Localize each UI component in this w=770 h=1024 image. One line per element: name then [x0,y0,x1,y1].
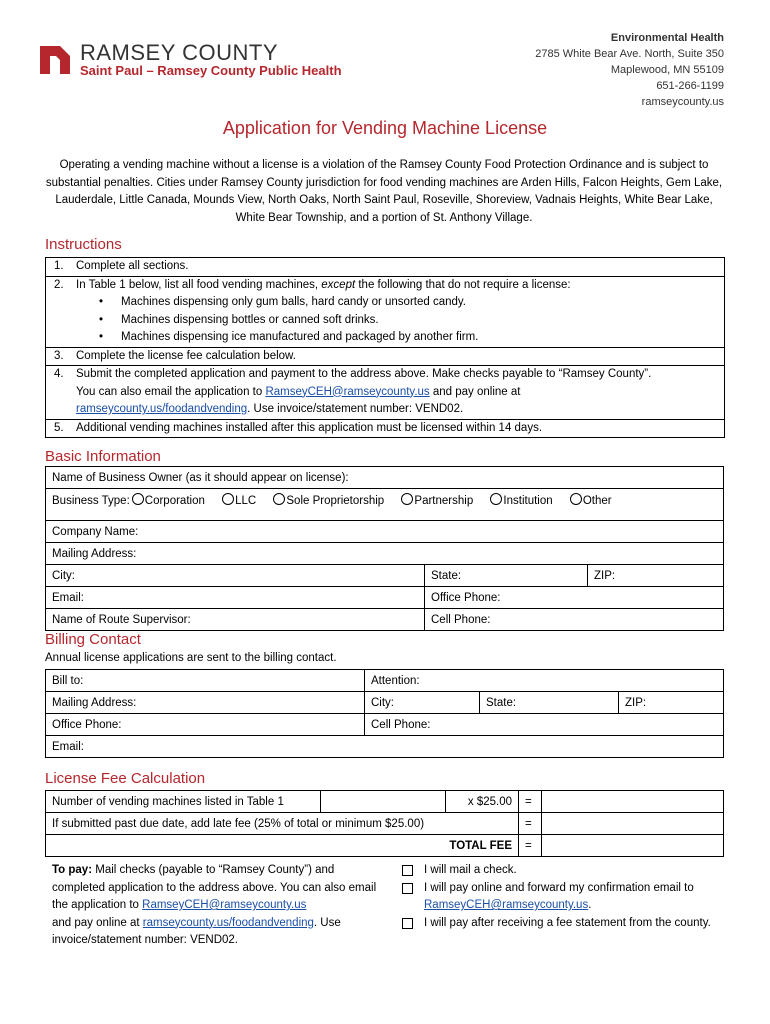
ramsey-county-logo [38,40,378,84]
company-name-field[interactable]: Company Name: [46,521,724,543]
option-fee-statement [402,915,732,933]
state-field[interactable]: State: [425,565,588,587]
instruction-3 [46,348,724,367]
machine-count-input[interactable] [321,791,446,813]
instruction-text: Complete all sections. [76,260,189,272]
corporation-label: Corporation [144,494,205,507]
sole-proprietorship-radio[interactable] [273,493,285,505]
late-fee-input[interactable] [542,813,724,835]
billing-table [45,669,724,758]
billing-heading: Billing Contact [45,631,141,648]
option-label: . [588,899,592,911]
instruction-2 [46,277,724,348]
instruction-5 [46,420,724,438]
billing-email-field[interactable]: Email: [46,736,724,758]
instruction-text: Additional vending machines installed after this application must be licensed within 14 days. [76,421,543,434]
mail-check-checkbox[interactable] [402,865,413,876]
department-name: Environmental Health [610,32,724,44]
instruction-emphasis: except [321,278,356,291]
option-label: I will mail a check. [424,864,517,876]
email-field[interactable]: Email: [46,587,425,609]
bullet: • [99,313,104,326]
basic-info-table [45,466,724,631]
fee-heading: License Fee Calculation [45,770,206,787]
payment-text: Mail checks (payable to “Ramsey County”) and completed application to the address above. You can also email the application to [52,864,377,911]
late-fee-label: If submitted past due date, add late fee (25% of total or minimum $25.00) [46,813,519,835]
spacer [46,510,724,521]
phone-number: 651-266-1199 [656,80,724,92]
instruction-number: 2. [54,278,64,291]
billing-city-field[interactable]: City: [365,692,480,714]
exemption-1 [54,294,724,312]
instruction-text: and pay online at [429,385,521,398]
instruction-text: Submit the completed application and payment to the address above. Make checks payable to “Ramsey County”. [76,368,652,380]
instruction-number: 3. [54,349,64,362]
corporation-radio[interactable] [132,493,144,505]
page-title: Application for Vending Machine License [222,118,548,138]
billing-office-phone-field[interactable]: Office Phone: [46,714,365,736]
agency-address [535,30,724,110]
payment-instructions [52,862,387,950]
instruction-4 [46,366,724,420]
street-address: 2785 White Bear Ave. North, Suite 350 [535,48,724,60]
attention-field[interactable]: Attention: [365,670,724,692]
payment-email-link[interactable]: RamseyCEH@ramseycounty.us [142,899,307,911]
option-pay-online [402,880,732,915]
equals-sign: = [519,835,542,857]
option-label: I will pay online and forward my confirmation email to [424,881,694,894]
billing-mailing-address-field[interactable]: Mailing Address: [46,692,365,714]
machine-count-label: Number of vending machines listed in Table 1 [46,791,321,813]
city-state-zip: Maplewood, MN 55109 [610,64,724,76]
instruction-text: the following that do not require a license: [355,278,571,291]
email-link[interactable]: RamseyCEH@ramseycounty.us [265,385,430,398]
business-type-label: Business Type: [52,494,130,507]
mailing-address-field[interactable]: Mailing Address: [46,543,724,565]
instructions-box [45,257,725,438]
cell-phone-field[interactable]: Cell Phone: [425,609,724,631]
other-radio[interactable] [570,493,582,505]
ramsey-county-logo-mark-icon [38,44,72,76]
website: ramseycounty.us [641,96,724,108]
city-field[interactable]: City: [46,565,425,587]
exemption-text: Machines dispensing only gum balls, hard candy or unsorted candy. [121,296,466,308]
other-label: Other [582,494,612,507]
partnership-label: Partnership [414,494,474,507]
billing-zip-field[interactable]: ZIP: [619,692,724,714]
institution-label: Institution [503,494,553,507]
exemption-text: Machines dispensing bottles or canned soft drinks. [121,313,379,326]
subtotal-input[interactable] [542,791,724,813]
instructions-heading: Instructions [45,236,122,253]
pay-online-checkbox[interactable] [402,883,413,894]
logo-subtitle: Saint Paul – Ramsey County Public Health [80,63,342,78]
fee-rate: x $25.00 [446,791,519,813]
billing-note: Annual license applications are sent to the billing contact. [45,652,337,664]
equals-sign: = [519,791,542,813]
instruction-number: 5. [54,421,64,434]
instruction-1 [46,258,724,277]
partnership-radio[interactable] [401,493,413,505]
to-pay-label: To pay: [52,864,93,876]
logo-title: RAMSEY COUNTY [80,40,279,65]
institution-radio[interactable] [490,493,502,505]
basic-info-heading: Basic Information [45,448,161,465]
fee-table [45,790,724,857]
payment-website-link[interactable]: ramseycounty.us/foodandvending [142,916,314,929]
llc-label: LLC [235,494,257,507]
instruction-text: Complete the license fee calculation below. [76,349,296,362]
office-phone-field[interactable]: Office Phone: [425,587,724,609]
exemption-3 [54,329,724,347]
vending-website-link[interactable]: ramseycounty.us/foodandvending [76,403,248,415]
llc-radio[interactable] [222,493,234,505]
billing-state-field[interactable]: State: [480,692,619,714]
bill-to-field[interactable]: Bill to: [46,670,365,692]
total-fee-input[interactable] [542,835,724,857]
confirmation-email-link[interactable]: RamseyCEH@ramseycounty.us [424,899,589,911]
intro-paragraph: Operating a vending machine without a license is a violation of the Ramsey County Food Protection Ordinance and is subject to substantial penalties. Cities under Ramsey County jurisdiction for food vending machines are Arden Hills, Falcon Heights, Gem Lake, Lauderdale, Little Canada, Mounds View, North Oaks, North Saint Paul, Roseville, Shoreview, Vadnais Heights, White Bear Lake, White Bear Township, and a portion of St. Anthony Village. [45,159,723,224]
payment-options [402,862,732,932]
billing-cell-phone-field[interactable]: Cell Phone: [365,714,724,736]
instruction-text: You can also email the application to [76,385,266,398]
instruction-number: 1. [54,260,64,272]
bullet: • [99,331,104,343]
zip-field[interactable]: ZIP: [588,565,724,587]
total-fee-label: TOTAL FEE [46,835,519,857]
owner-name-field[interactable]: Name of Business Owner (as it should appear on license): [46,467,724,489]
instruction-text: In Table 1 below, list all food vending machines, [76,278,322,291]
exemption-text: Machines dispensing ice manufactured and packaged by another firm. [121,331,479,343]
business-type-row [46,489,724,511]
payment-text: and pay online at [52,916,143,929]
route-supervisor-field[interactable]: Name of Route Supervisor: [46,609,425,631]
option-label: I will pay after receiving a fee statement from the county. [424,916,711,929]
option-mail-check [402,862,732,880]
sole-proprietorship-label: Sole Proprietorship [286,494,385,507]
instruction-text: . Use invoice/statement number: VEND02. [247,403,464,415]
equals-sign: = [519,813,542,835]
bullet: • [99,296,104,308]
exemption-2 [54,312,724,330]
instruction-number: 4. [54,368,64,380]
fee-statement-checkbox[interactable] [402,918,413,929]
payment-text: . Use invoice/statement number: VEND02. [52,916,341,946]
